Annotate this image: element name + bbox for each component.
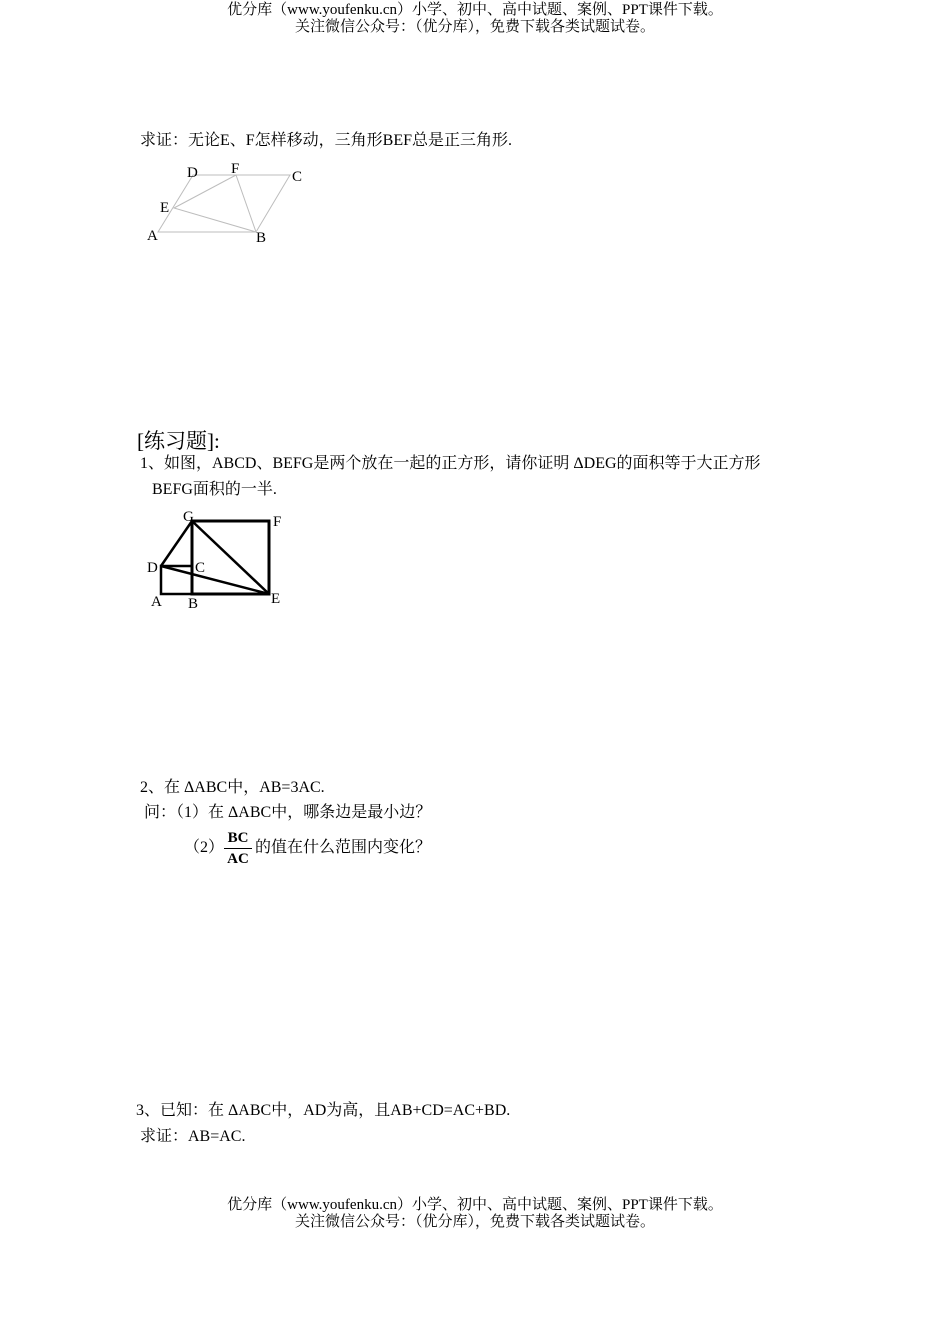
- q1-line-1: 1、如图，ABCD、BEFG是两个放在一起的正方形，请你证明 ΔDEG的面积等于大正方形: [140, 455, 761, 472]
- section-title: [练习题]:: [137, 429, 220, 453]
- q2-line-1: 2、在 ΔABC中，AB=3AC.: [140, 779, 325, 796]
- q2-part2-suffix: 的值在什么范围内变化？: [255, 839, 432, 856]
- triangle-bef: [174, 175, 256, 232]
- q2-part2-prefix: （2）: [184, 839, 225, 856]
- label-a: A: [147, 228, 158, 244]
- label-c2: C: [195, 560, 206, 576]
- rhombus-figure: [158, 175, 290, 232]
- label-e: E: [160, 200, 170, 216]
- page-header-line-2: 关注微信公众号：（优分库），免费下载各类试题试卷。: [294, 19, 655, 35]
- q3-line-2: 求证：AB=AC.: [140, 1128, 246, 1145]
- label-b: B: [256, 230, 267, 246]
- problem-statement: 求证：无论E、F怎样移动，三角形BEF总是正三角形.: [140, 132, 513, 149]
- fraction-denominator: AC: [227, 851, 249, 867]
- label-b2: B: [188, 596, 199, 612]
- q1-line-2: BEFG面积的一半.: [152, 481, 277, 498]
- segment-dg: [161, 521, 192, 566]
- rhombus-abcd: [158, 175, 290, 232]
- fraction-bar: [224, 848, 252, 849]
- squares-figure: [161, 521, 269, 594]
- page-footer-line-1: 优分库（www.youfenku.cn）小学、初中、高中试题、案例、PPT课件下载。: [227, 1197, 723, 1213]
- fraction-bc-over-ac: [224, 829, 252, 868]
- label-a2: A: [151, 594, 162, 610]
- page-footer-line-2: 关注微信公众号：（优分库），免费下载各类试题试卷。: [294, 1214, 655, 1230]
- page-header-line-1: 优分库（www.youfenku.cn）小学、初中、高中试题、案例、PPT课件下载。: [227, 2, 723, 18]
- q2-line-2: 问：（1）在 ΔABC中，哪条边是最小边？: [144, 804, 432, 821]
- q3-line-1: 3、已知：在 ΔABC中，AD为高，且AB+CD=AC+BD.: [136, 1102, 511, 1119]
- label-c: C: [292, 169, 303, 185]
- fraction-numerator: BC: [227, 830, 249, 846]
- label-e2: E: [271, 591, 281, 607]
- label-g: G: [183, 509, 194, 525]
- label-f: F: [231, 161, 240, 177]
- label-d: D: [187, 165, 198, 181]
- label-d2: D: [147, 560, 158, 576]
- label-f2: F: [273, 514, 282, 530]
